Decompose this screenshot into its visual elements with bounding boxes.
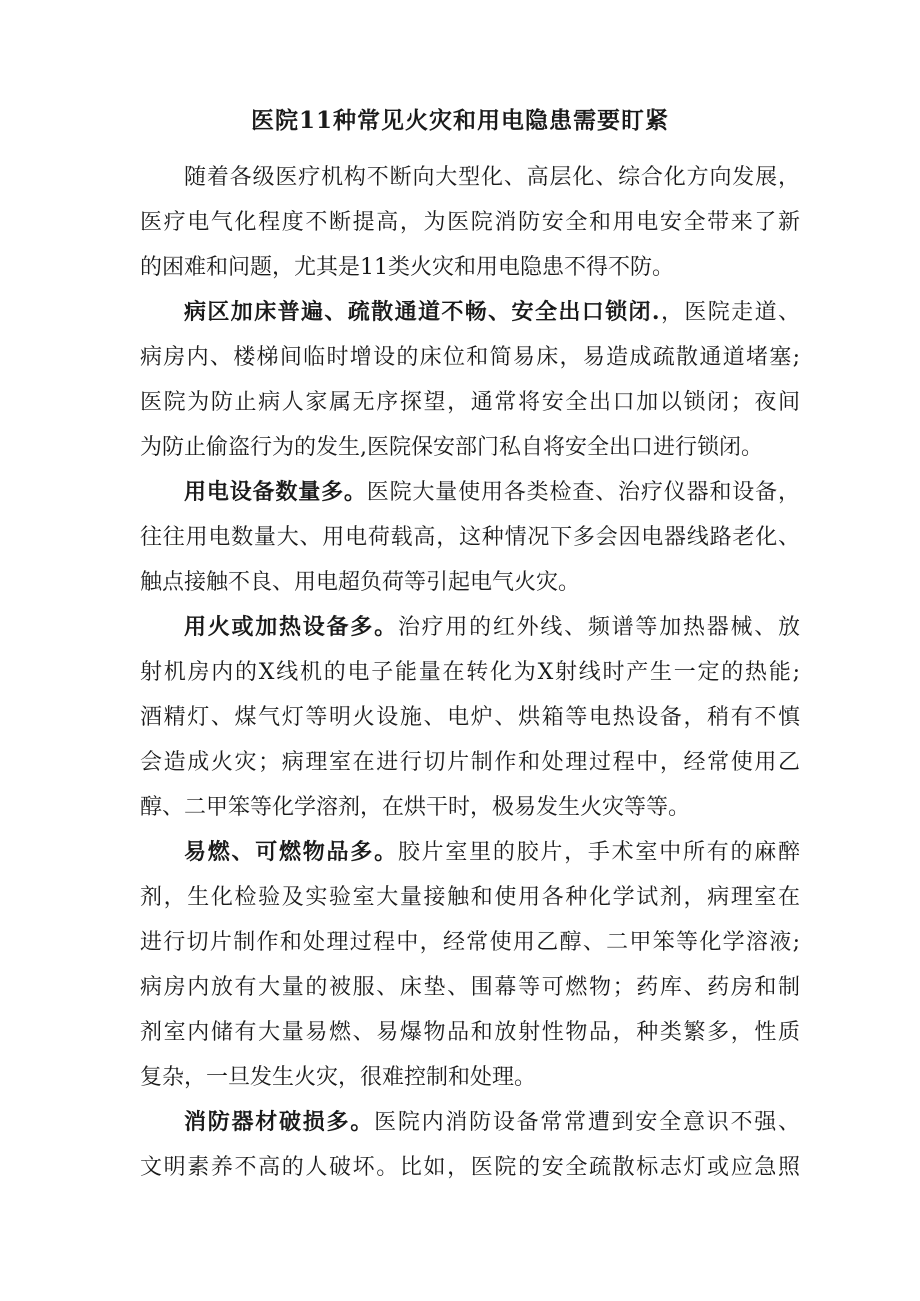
paragraph-heating-equipment	[140, 605, 800, 830]
paragraph-text: ，医院走道、	[659, 300, 800, 325]
paragraph-line: 为防止偷盗行为的发生,医院保安部门私自将安全出口进行锁闭。	[140, 435, 763, 460]
paragraph-evacuation	[140, 290, 800, 470]
paragraph-text: 治疗用的红外线、频谱等加热器械、放	[397, 615, 800, 640]
paragraph-line: 触点接触不良、用电超负荷等引起电气火灾。	[140, 570, 581, 595]
paragraph-line: 酒精灯、煤气灯等明火设施、电炉、烘箱等电热设备，稍有不慎	[140, 705, 800, 730]
paragraph-line	[140, 1100, 800, 1145]
paragraph-lead: 消防器材破损多。	[184, 1109, 375, 1135]
paragraph-lead: 易燃、可燃物品多。	[184, 839, 398, 865]
document-title: 医院11种常见火灾和用电隐患需要盯紧	[250, 107, 669, 134]
paragraph-intro	[140, 155, 800, 290]
paragraph-line: 剂，生化检验及实验室大量接触和使用各种化学试剂，病理室在	[140, 885, 800, 910]
paragraph-line: 医院为防止病人家属无序探望，通常将安全出口加以锁闭；夜间	[140, 390, 800, 415]
paragraph-line: 醇、二甲笨等化学溶剂，在烘干时，极易发生火灾等等。	[140, 795, 691, 820]
paragraph-lead: 用火或加热设备多。	[184, 614, 398, 640]
paragraph-flammable-materials	[140, 830, 800, 1100]
paragraph-line: 进行切片制作和处理过程中，经常使用乙醇、二甲笨等化学溶液;	[140, 930, 800, 955]
paragraph-line: 剂室内储有大量易燃、易爆物品和放射性物品，种类繁多，性质	[140, 1020, 800, 1045]
paragraph-line: 病房内放有大量的被服、床垫、围幕等可燃物；药库、药房和制	[140, 975, 800, 1000]
paragraph-lead: 用电设备数量多。	[184, 479, 367, 505]
paragraph-line	[140, 470, 800, 515]
paragraph-line: 病房内、楼梯间临时增设的床位和简易床，易造成疏散通道堵塞;	[140, 345, 800, 370]
paragraph-line: 随着各级医疗机构不断向大型化、高层化、综合化方向发展，	[184, 165, 800, 190]
paragraph-electrical-equipment	[140, 470, 800, 605]
paragraph-line: 射机房内的X线机的电子能量在转化为X射线时产生一定的热能;	[140, 660, 800, 685]
paragraph-text: 医院大量使用各类检查、治疗仪器和设备，	[366, 480, 800, 505]
paragraph-line: 的困难和问题，尤其是11类火灾和用电隐患不得不防。	[140, 255, 674, 280]
paragraph-fire-equipment	[140, 1100, 800, 1190]
paragraph-line	[140, 605, 800, 650]
paragraph-line	[140, 830, 800, 875]
paragraph-line: 会造成火灾；病理室在进行切片制作和处理过程中，经常使用乙	[140, 750, 800, 775]
paragraph-lead: 病区加床普遍、疏散通道不畅、安全出口锁闭.	[184, 299, 660, 325]
paragraph-line: 医疗电气化程度不断提高，为医院消防安全和用电安全带来了新	[140, 210, 800, 235]
paragraph-text: 医院内消防设备常常遭到安全意识不强、	[374, 1110, 800, 1135]
paragraph-line: 往往用电数量大、用电荷载高，这种情况下多会因电器线路老化、	[140, 525, 800, 550]
paragraph-text: 胶片室里的胶片，手术室中所有的麻醉	[397, 840, 800, 865]
paragraph-line	[140, 290, 800, 335]
paragraph-line: 复杂，一旦发生火灾，很难控制和处理。	[140, 1065, 537, 1090]
paragraph-line: 文明素养不高的人破坏。比如，医院的安全疏散标志灯或应急照	[140, 1155, 800, 1180]
